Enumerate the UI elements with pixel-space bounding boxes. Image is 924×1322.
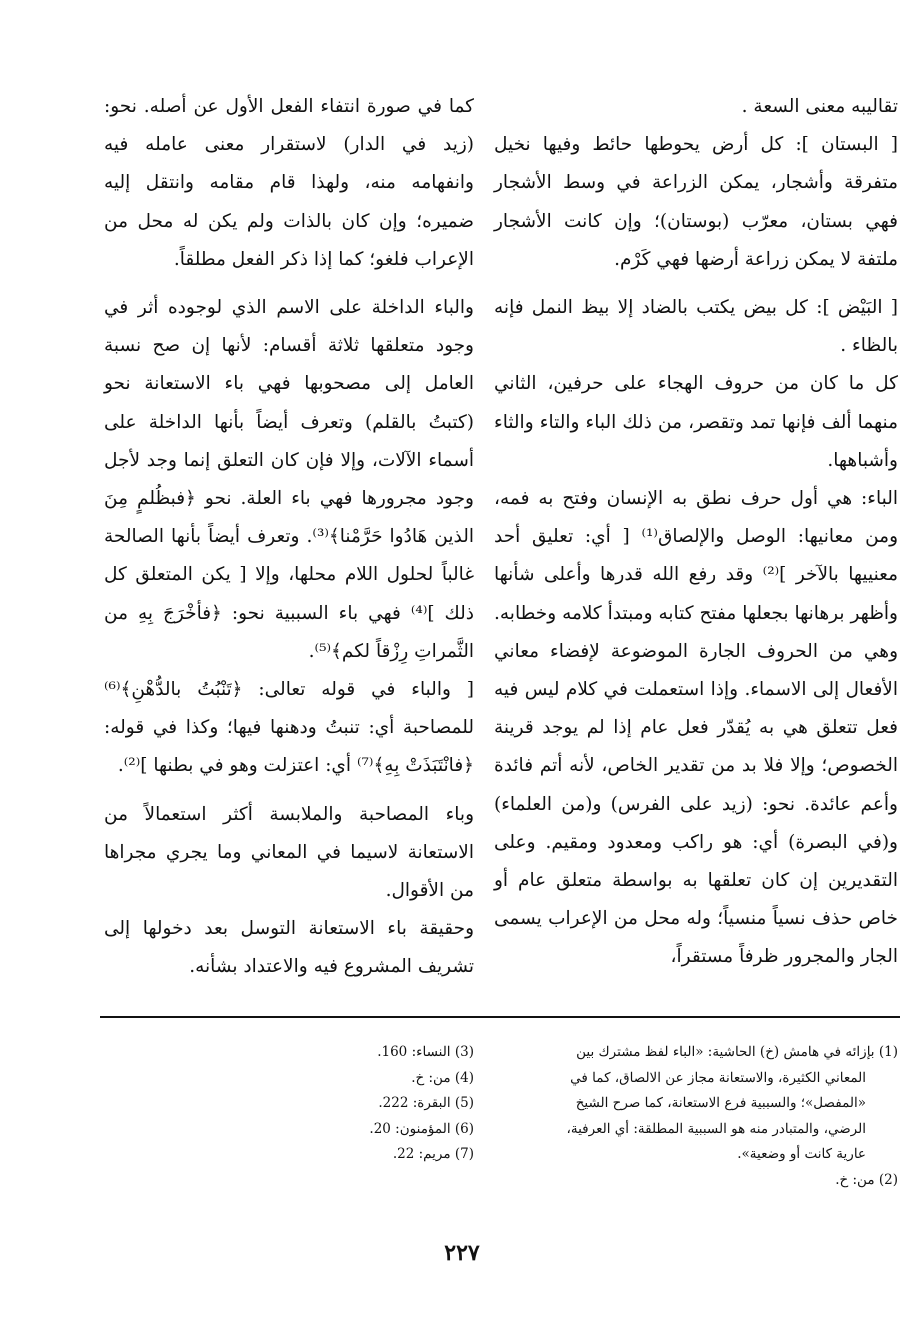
footnote-divider	[100, 1016, 900, 1018]
paragraph: [ البَيْض ]: كل بيض يكتب بالضاد إلا بيظ النمل فإنه بالظاء .	[494, 297, 898, 357]
paragraph: كما في صورة انتفاء الفعل الأول عن أصله. نحو: (زيد في الدار) لاستقرار معنى عامله فيه وانفهامه منه، ولهذا قام مقامه وانتقل إليه ضميره؛ وإن كان بالذات ولم يكن له محل من الإعراب فلغو؛ كما إذا ذكر الفعل مطلقاً.	[104, 96, 474, 270]
footnote-line: الرضي، والمتبادر منه هو السببية المطلقة: أي العرفية،	[566, 1120, 866, 1137]
left-text-column	[104, 88, 474, 987]
footnotes-left	[300, 1040, 474, 1168]
paragraph: [ البستان ]: كل أرض يحوطها حائط وفيها نخيل متفرقة وأشجار، يمكن الزراعة في وسط الأشجار فهي بستان، معرّب (بوستان)؛ وإن كانت الأشجار ملتفة لا يمكن زراعة أرضها فهي كَرْم.	[494, 134, 898, 270]
paragraph: الباء: هي أول حرف نطق به الإنسان وفتح به فمه، ومن معانيها: الوصل والإلصاق⁽¹⁾ [ أي: تعليق أحد معنييها بالآخر ]⁽²⁾ وقد رفع الله قدرها وأعلى شأنها وأظهر برهانها بجعلها مفتح كتابه ومبتدأ كلامه وخطابه. وهي من الحروف الجارة الموضوعة لإفضاء معاني الأفعال إلى الاسماء. وإذا استعملت في كلام ليس فيه فعل تتعلق هي به يُقدّر فعل عام إذا لم يوجد قرينة الخصوص؛ وإلا فلا بد من تقدير الخاص، لأنه أتم فائدة وأعم عائدة. نحو: (زيد على الفرس) و(من العلماء) و(في البصرة) أي: هو راكب ومعدود ومقيم. وعلى التقديرين إن كان تعلقها به بواسطة متعلق عام أو خاص حذف نسياً منسياً؛ وله محل من الإعراب يسمى الجار والمجرور ظرفاً مستقراً،	[494, 488, 899, 968]
footnote-line: (1) بإزائه في هامش (خ) الحاشية: «الباء لفظ مشترك بين	[576, 1044, 898, 1060]
paragraph: [ والباء في قوله تعالى: ﴿تَنْبُتُ بالدُّهْنِ﴾⁽⁶⁾ للمصاحبة أي: تنبتُ ودهنها فيها؛ وكذا في قوله: ﴿فانْتَبَذَتْ بِهِ﴾⁽⁷⁾ أي: اعتزلت وهو في بطنها ]⁽²⁾.	[104, 679, 474, 777]
footnotes-right	[494, 1040, 898, 1193]
footnote-line: (3) النساء: 160.	[377, 1044, 474, 1060]
footnote-line: عارية كانت أو وضعية».	[737, 1146, 866, 1162]
page-number: ٢٢٧	[444, 1240, 480, 1266]
footnote-line: (4) من: خ.	[411, 1069, 474, 1086]
footnote-line: (2) من: خ.	[835, 1171, 898, 1188]
footnote-line: (5) البقرة: 222.	[378, 1095, 474, 1111]
footnote-line: «المفصل»؛ والسببية فرع الاستعانة، كما صرح الشيخ	[575, 1095, 866, 1111]
footnote-line: المعاني الكثيرة، والاستعانة مجاز عن الالصاق، كما في	[570, 1069, 866, 1086]
paragraph: تقاليبه معنى السعة .	[741, 96, 898, 117]
paragraph: والباء الداخلة على الاسم الذي لوجوده أثر في وجود متعلقها ثلاثة أقسام: لأنها إن صح نسبة العامل إلى مصحوبها فهي باء الاستعانة نحو (كتبتُ بالقلم) وتعرف أيضاً بأنها الداخلة على أسماء الآلات، وإلا فإن كان التعلق إنما وجد لأجل وجود مجرورها فهي باء العلة. نحو ﴿فبظُلمٍ مِنَ الذين هَادُوا حَرَّمْنا﴾⁽³⁾. وتعرف أيضاً بأنها الصالحة غالباً لحلول اللام محلها، وإلا [ يكن المتعلق كل ذلك ]⁽⁴⁾ فهي باء السببية نحو: ﴿فأخْرَجَ بِهِ من الثَّمراتِ رِزْقاً لكم﴾⁽⁵⁾.	[104, 297, 475, 662]
right-text-column	[494, 88, 898, 977]
paragraph: كل ما كان من حروف الهجاء على حرفين، الثاني منهما ألف فإنها تمد وتقصر، من ذلك الباء والتاء والثاء وأشباهها.	[494, 373, 898, 471]
paragraph: وحقيقة باء الاستعانة التوسل بعد دخولها إلى تشريف المشروع فيه والاعتداد بشأنه.	[104, 918, 474, 978]
footnote-line: (7) مريم: 22.	[392, 1146, 474, 1162]
paragraph: وباء المصاحبة والملابسة أكثر استعمالاً من الاستعانة لاسيما في المعاني وما يجري مجراها من الأقوال.	[104, 803, 474, 902]
footnote-line: (6) المؤمنون: 20.	[369, 1120, 474, 1137]
